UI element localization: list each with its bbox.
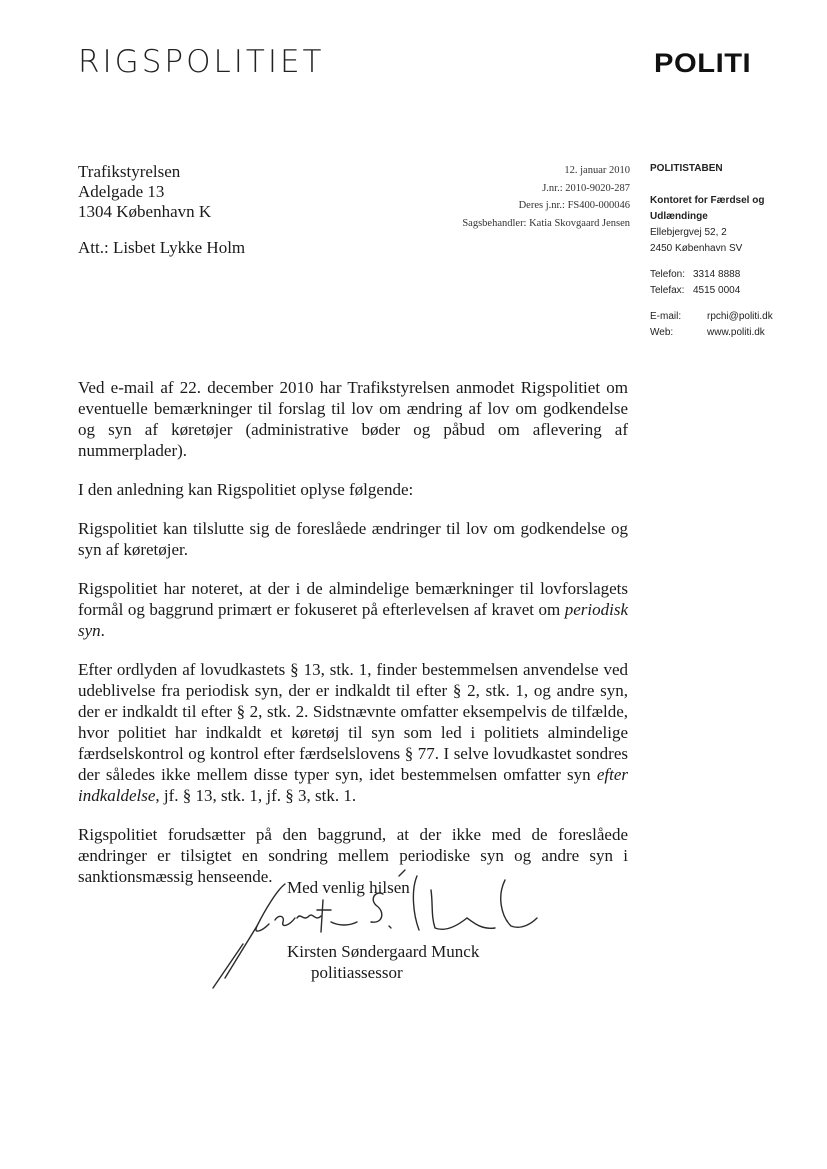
body-paragraph: Rigspolitiet har noteret, at der i de almindelige bemærkninger til lovforslagets formål og baggrund primært er fokuseret på efterlevelsen af kravet om periodisk syn. [78,579,628,640]
email-label: E-mail: [650,311,682,322]
fax-label: Telefax: [650,285,685,296]
sender-info [650,161,773,341]
phone-value: 3314 8888 [693,269,741,280]
sender-office: Udlændinge [650,211,708,222]
body-paragraph: Efter ordlyden af lovudkastets § 13, stk. 1, finder bestemmelsen anvendelse ved udeblivelse fra periodisk syn, der er indkaldt til efter § 2, stk. 1, og andre syn, der er indkaldt til efter § 2, stk. 2. Sidstnævnte omfatter eksempelvis de tilfælde, hvor politiet har indkaldt et køretøj til syn som led i politiets almindelige færdselskontrol og kontrol efter færdselslovens § 77. I selve lovudkastet sondres der således ikke mellem disse typer syn, idet bestemmelsen omfatter syn efter indkaldelse, jf. § 13, stk. 1, jf. § 3, stk. 1. [78,660,628,805]
reference-block [462,162,630,232]
emphasis: periodisk syn [78,600,628,640]
sender-office: Kontoret for Færdsel og [650,195,765,206]
journal-number: J.nr.: 2010-9020-287 [542,182,630,194]
web-row [650,325,773,341]
body-paragraph: Rigspolitiet kan tilslutte sig de foreslåede ændringer til lov om godkendelse og syn af køretøjer. [78,519,628,559]
emphasis: efter indkaldelse [78,765,628,805]
body-paragraph: Rigspolitiet forudsætter på den baggrund, at der ikke med de foreslåede ændringer er tilsigtet en sondring mellem periodiske syn og andre syn i sanktionsmæssig henseende. [78,825,628,886]
email-value: rpchi@politi.dk [707,311,773,322]
recipient-line: Adelgade 13 [78,182,165,201]
fax-row [650,283,773,299]
sender-street: Ellebjergvej 52, 2 [650,227,727,238]
body-paragraph: I den anledning kan Rigspolitiet oplyse følgende: [78,480,414,499]
signature-block [287,941,479,983]
case-handler: Sagsbehandler: Katia Skovgaard Jensen [462,217,630,229]
their-journal-number: Deres j.nr.: FS400-000046 [518,200,630,211]
recipient-line: 1304 København K [78,202,212,221]
fax-value: 4515 0004 [693,285,741,296]
attention-line: Att.: Lisbet Lykke Holm [78,238,246,257]
web-label: Web: [650,327,674,338]
politi-logo: POLITI [654,48,752,78]
signer-title: politiassessor [311,963,403,982]
letterhead-brand: RIGSPOLITIET [78,44,325,80]
letter-body [78,377,628,905]
sender-unit: POLITISTABEN [650,163,723,174]
letter-date: 12. januar 2010 [564,165,630,176]
email-row [650,309,773,325]
body-paragraph: Ved e-mail af 22. december 2010 har Trafikstyrelsen anmodet Rigspolitiet om eventuelle bemærkninger til forslag til lov om ændring af lov om godkendelse og syn af køretøjer (administrative bøder og påbud om aflevering af nummerplader). [78,378,628,460]
phone-label: Telefon: [650,269,686,280]
recipient-address [78,162,211,222]
recipient-line: Trafikstyrelsen [78,162,181,181]
signer-name: Kirsten Søndergaard Munck [287,942,480,961]
sender-city: 2450 København SV [650,243,743,254]
web-value: www.politi.dk [707,327,765,338]
phone-row [650,267,773,283]
closing-greeting: Med venlig hilsen [287,878,410,897]
